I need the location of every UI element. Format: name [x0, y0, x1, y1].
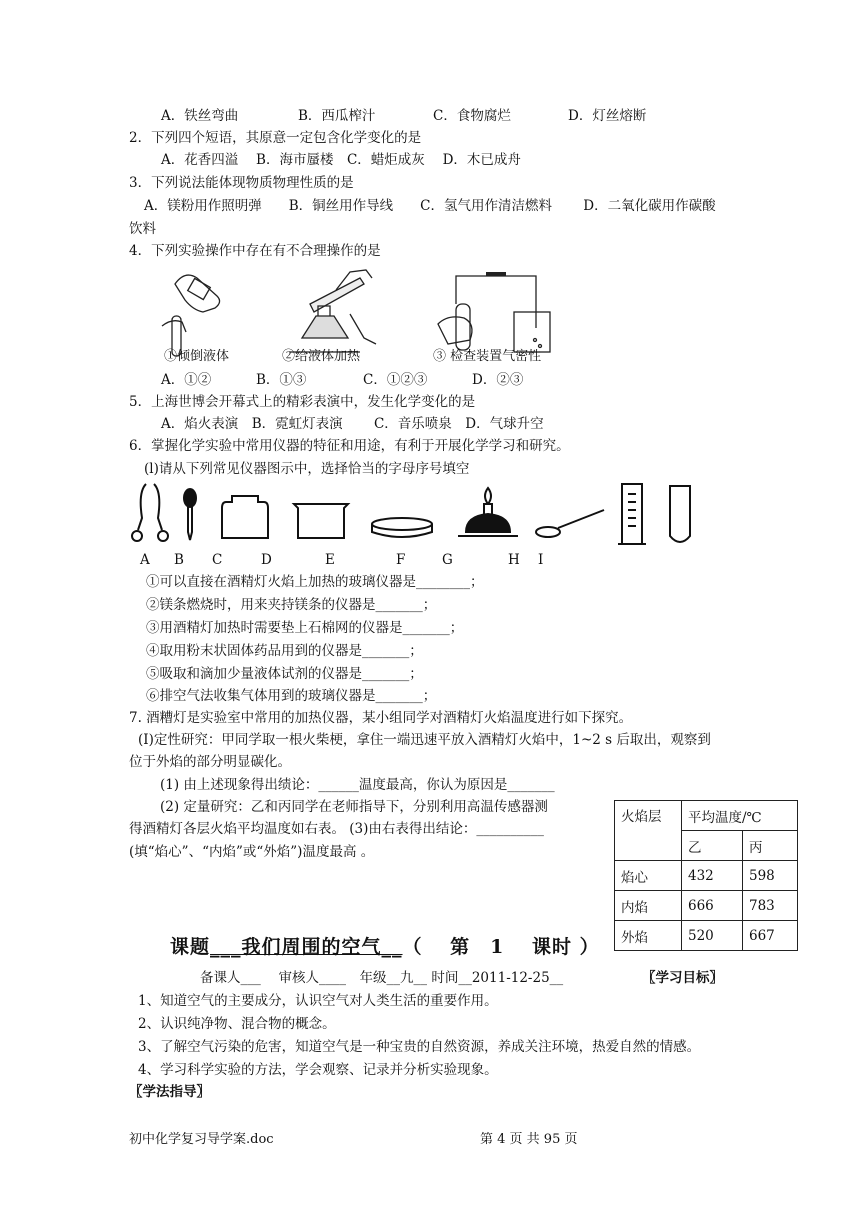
- q6-letter-e: E: [325, 552, 335, 568]
- wide-mouth-bottle-icon: [222, 496, 268, 538]
- goal-1: 1、知道空气的主要成分，认识空气对人类生活的重要作用。: [138, 993, 498, 1009]
- q5-stem: 5．上海世博会开幕式上的精彩表演中，发生化学变化的是: [129, 394, 476, 410]
- q6-stem: 6．掌握化学实验中常用仪器的特征和用途，有利于开展化学学习和研究。: [129, 438, 570, 454]
- q4-fig-label-2: ②给液体加热: [282, 349, 361, 364]
- table-header-yi: 乙: [682, 831, 743, 861]
- pour-liquid-figure: [162, 275, 220, 356]
- goals-label: 〖学习目标〗: [642, 970, 723, 986]
- lesson-title: [170, 932, 600, 959]
- q6-letter-b: B: [174, 552, 184, 568]
- q6-letter-a: A: [140, 552, 150, 568]
- q1-option-d: D．灯丝熔断: [568, 108, 647, 124]
- table-cell-yi: 520: [682, 921, 743, 951]
- test-tube-icon: [670, 486, 690, 542]
- q4-option-b: B．①③: [256, 372, 307, 388]
- q6-letter-d: D: [261, 552, 272, 568]
- q6-item-5: ⑤吸取和滴加少量液体试剂的仪器是_______；: [146, 666, 423, 682]
- q3-stem: 3．下列说法能体现物质物理性质的是: [129, 175, 354, 191]
- q7-para3-b: 得酒精灯各层火焰平均温度如右表。 (3)由右表得出结论：__________: [129, 821, 544, 837]
- crucible-tongs-icon: [132, 484, 168, 541]
- q4-stem: 4．下列实验操作中存在有不合理操作的是: [129, 243, 381, 259]
- lesson-meta: 备课人___ 审核人____ 年级__九__ 时间__2011-12-25__: [200, 970, 564, 986]
- airtight-check-figure: [438, 274, 550, 352]
- lesson-title-prefix: 课题: [170, 936, 211, 958]
- q6-letter-i: I: [538, 552, 544, 568]
- table-row: [615, 861, 798, 891]
- goal-2: 2、认识纯净物、混合物的概念。: [138, 1016, 336, 1032]
- q7-stem: 7. 酒糟灯是实验室中常用的加热仪器，某小组同学对酒精灯火焰温度进行如下探究。: [129, 710, 633, 726]
- q1-option-b: B．西瓜榨汁: [298, 108, 376, 124]
- q1-option-a: A．铁丝弯曲: [161, 108, 239, 124]
- q7-para1-b: 位于外焰的部分明显碳化。: [129, 754, 291, 770]
- goal-3: 3、了解空气污染的危害，知道空气是一种宝贵的自然资源，养成关注环境，热爱自然的情感。: [138, 1039, 701, 1055]
- q6-letter-f: F: [396, 552, 406, 568]
- q7-para3-a: (2) 定量研究：乙和丙同学在老师指导下，分别利用高温传感器测: [160, 799, 548, 815]
- q7-para3-c: (填“焰心”、“内焰”或“外焰”)温度最高 。: [129, 844, 375, 860]
- q6-item-6: ⑥排空气法收集气体用到的玻璃仪器是_______；: [146, 688, 437, 704]
- table-cell-bing: 783: [743, 891, 798, 921]
- q3-options-cont: 饮料: [129, 221, 156, 237]
- q6-item-4: ④取用粉末状固体药品用到的仪器是_______；: [146, 643, 423, 659]
- q4-option-a: A．①②: [161, 372, 212, 388]
- q4-fig-label-3: ③ 检查装置气密性: [433, 349, 542, 364]
- table-header-avg: 平均温度/℃: [682, 801, 798, 831]
- table-cell-yi: 666: [682, 891, 743, 921]
- q6-apparatus-figures: [128, 480, 698, 548]
- q5-options: A．焰火表演 B．霓虹灯表演 C．音乐喷泉 D．气球升空: [161, 416, 544, 432]
- q6-letter-c: C: [212, 552, 223, 568]
- q6-letter-g: G: [442, 552, 453, 568]
- q4-fig-label-1: ①倾倒液体: [164, 349, 230, 364]
- table-cell-yi: 432: [682, 861, 743, 891]
- alcohol-lamp-icon: [458, 488, 518, 536]
- table-header-layer: 火焰层: [615, 801, 682, 861]
- dropper-icon: [184, 489, 196, 540]
- table-cell-layer: 内焰: [615, 891, 682, 921]
- medicine-spoon-icon: [536, 510, 604, 537]
- lesson-title-suffix: （ 第 1 课时 ）: [402, 936, 600, 958]
- graduated-cylinder-icon: [618, 484, 646, 544]
- flame-temperature-table: [614, 800, 798, 951]
- heat-liquid-figure: [290, 270, 376, 352]
- footer-page-number: 第 4 页 共 95 页: [480, 1132, 578, 1147]
- lesson-title-topic: ___我们周围的空气__: [210, 936, 403, 958]
- table-cell-layer: 外焰: [615, 921, 682, 951]
- table-row: [615, 921, 798, 951]
- q6-item-3: ③用酒精灯加热时需要垫上石棉网的仪器是_______；: [146, 620, 464, 636]
- q7-para1-a: (I)定性研究：甲同学取一根火柴梗，拿住一端迅速平放入酒精灯火焰中，1~2 s 后取出，观察到: [138, 732, 711, 748]
- q6-letter-h: H: [508, 552, 520, 568]
- table-cell-bing: 667: [743, 921, 798, 951]
- q6-sub: (l)请从下列常见仪器图示中，选择恰当的字母序号填空: [144, 461, 470, 477]
- evaporating-dish-icon: [372, 518, 432, 537]
- q2-stem: 2．下列四个短语，其原意一定包含化学变化的是: [129, 130, 422, 146]
- table-cell-layer: 焰心: [615, 861, 682, 891]
- q7-para2: (1) 由上述现象得出绩论：______温度最高，你认为原因是_______: [160, 777, 555, 793]
- table-header-bing: 丙: [743, 831, 798, 861]
- beaker-icon: [294, 504, 348, 538]
- q6-item-2: ②镁条燃烧时，用来夹持镁条的仪器是_______；: [146, 597, 437, 613]
- q2-options: A．花香四溢 B．海市蜃楼 C．蜡炬成灰 D．木已成舟: [161, 152, 521, 168]
- goal-4: 4、学习科学实验的方法，学会观察、记录并分析实验现象。: [138, 1062, 498, 1078]
- q6-item-1: ①可以直接在酒精灯火焰上加热的玻璃仪器是________；: [146, 574, 484, 590]
- footer-filename: 初中化学复习导学案.doc: [129, 1132, 274, 1147]
- q4-option-d: D．②③: [472, 372, 524, 388]
- table-row: [615, 891, 798, 921]
- method-label: 〖学法指导〗: [129, 1084, 210, 1100]
- q1-option-c: C．食物腐烂: [433, 108, 511, 124]
- q4-option-c: C．①②③: [363, 372, 428, 388]
- q3-options: A．镁粉用作照明弹 B．铜丝用作导线 C．氢气用作清洁燃料 D．二氧化碳用作碳酸: [144, 198, 716, 214]
- table-cell-bing: 598: [743, 861, 798, 891]
